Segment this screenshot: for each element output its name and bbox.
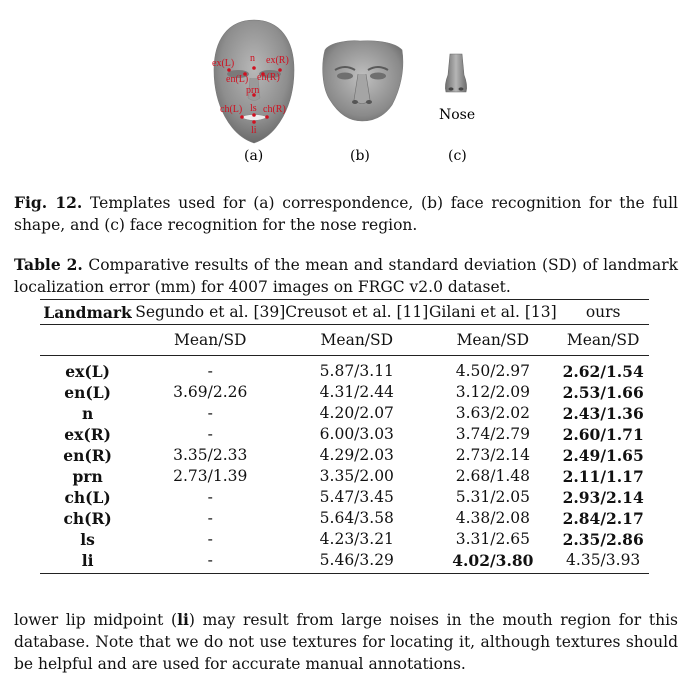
cell-gilani: 3.74/2.79: [455, 425, 530, 443]
cell-landmark: ch(L): [64, 488, 111, 507]
header-landmark: Landmark: [40, 300, 135, 325]
table-row: [40, 466, 649, 487]
cell-segundo: -: [135, 550, 285, 574]
cell-landmark: ex(R): [64, 425, 111, 444]
cell-gilani: 4.50/2.97: [455, 362, 530, 380]
cell-creusot: 5.64/3.58: [319, 509, 394, 527]
header-creusot: Creusot et al. [11]: [285, 300, 428, 325]
cell-segundo: -: [207, 425, 213, 443]
table-row: [40, 508, 649, 529]
panel-b-face: [323, 41, 403, 164]
results-table: [40, 299, 649, 574]
body-bold-term: li: [177, 610, 189, 629]
cell-ours: 4.35/3.93: [557, 550, 649, 574]
lm-label-li: li: [251, 125, 257, 136]
cell-gilani: 3.63/2.02: [455, 404, 530, 422]
cell-creusot: 6.00/3.03: [319, 425, 394, 443]
table-header-row: [40, 300, 649, 325]
table-row: [40, 529, 649, 550]
cell-ours: 2.49/1.65: [562, 446, 644, 465]
cell-landmark: n: [81, 404, 94, 423]
figure-caption-text: Templates used for (a) correspondence, (b) face recognition for the full shape, and (c) face recognition for the nose region.: [14, 194, 678, 234]
cell-segundo: -: [207, 404, 213, 422]
subheader-gilani: Mean/SD: [428, 325, 557, 356]
table-caption-label: Table 2.: [14, 255, 83, 274]
figure-caption-label: Fig. 12.: [14, 193, 83, 212]
panel-c-nose-label: Nose: [439, 107, 476, 123]
cell-gilani: 4.02/3.80: [428, 550, 557, 574]
header-segundo: Segundo et al. [39]: [135, 300, 285, 325]
subheader-ours: Mean/SD: [557, 325, 649, 356]
lm-label-ls: ls: [250, 103, 257, 114]
cell-creusot: 5.87/3.11: [319, 362, 394, 380]
table-subheader-row: [40, 325, 649, 356]
cell-landmark: ex(L): [65, 362, 110, 381]
table-caption-text: Comparative results of the mean and standard deviation (SD) of landmark localization error (mm) for 4007 images on FRGC v2.0 dataset.: [14, 256, 678, 296]
cell-ours: 2.43/1.36: [562, 404, 644, 423]
body-paragraph: [14, 609, 678, 675]
table-row: [40, 356, 649, 383]
body-text-after: ) may result from large noises in the mouth region for this database. Note that we do not use textures for locating it, although textures should be helpful and are used for accurate manual annotations.: [14, 611, 678, 673]
table-caption: [14, 254, 678, 298]
cell-segundo: 3.35/2.33: [173, 446, 248, 464]
cell-gilani: 3.12/2.09: [455, 383, 530, 401]
header-gilani: Gilani et al. [13]: [428, 300, 557, 325]
cell-gilani: 4.38/2.08: [455, 509, 530, 527]
cell-landmark: ch(R): [63, 509, 112, 528]
cell-segundo: -: [207, 509, 213, 527]
cell-creusot: 4.29/2.03: [319, 446, 394, 464]
table-row: [40, 424, 649, 445]
lm-label-exr: ex(R): [266, 55, 289, 66]
cell-creusot: 5.47/3.45: [319, 488, 394, 506]
cell-ours: 2.60/1.71: [562, 425, 644, 444]
cell-creusot: 4.31/2.44: [319, 383, 394, 401]
cell-ours: 2.53/1.66: [562, 383, 644, 402]
cell-segundo: 3.69/2.26: [173, 383, 248, 401]
cell-ours: 2.35/2.86: [562, 530, 644, 549]
cell-ours: 2.62/1.54: [562, 362, 644, 381]
cell-gilani: 2.73/2.14: [455, 446, 530, 464]
lm-label-enl: en(L): [226, 74, 249, 85]
body-text-before: lower lip midpoint (: [14, 611, 178, 629]
lm-label-chl: ch(L): [220, 104, 243, 115]
panel-a-face: [212, 20, 294, 164]
cell-creusot: 4.20/2.07: [319, 404, 394, 422]
table-row: [40, 550, 649, 574]
lm-label-n: n: [250, 53, 255, 64]
table-row: [40, 487, 649, 508]
cell-landmark: prn: [72, 467, 103, 486]
table-body: [40, 356, 649, 574]
subheader-segundo: Mean/SD: [135, 325, 285, 356]
cell-segundo: 2.73/1.39: [173, 467, 248, 485]
cell-ours: 2.84/2.17: [562, 509, 644, 528]
lm-label-enr: en(R): [257, 72, 280, 83]
lm-label-prn: prn: [246, 85, 260, 96]
subheader-landmark: [40, 325, 135, 356]
panel-c-label: (c): [448, 148, 467, 164]
cell-gilani: 5.31/2.05: [455, 488, 530, 506]
cell-gilani: 2.68/1.48: [455, 467, 530, 485]
cell-landmark: li: [40, 550, 135, 574]
cell-landmark: en(L): [64, 383, 111, 402]
subheader-creusot: Mean/SD: [285, 325, 428, 356]
panel-c-nose: [439, 54, 475, 164]
cell-ours: 2.11/1.17: [562, 467, 644, 486]
cell-segundo: -: [207, 488, 213, 506]
cell-segundo: -: [207, 530, 213, 548]
cell-creusot: 4.23/3.21: [319, 530, 394, 548]
panel-b-label: (b): [350, 148, 370, 164]
cell-segundo: -: [207, 362, 213, 380]
cell-creusot: 3.35/2.00: [319, 467, 394, 485]
cell-ours: 2.93/2.14: [562, 488, 644, 507]
table-row: [40, 382, 649, 403]
cell-landmark: ls: [80, 530, 95, 549]
header-ours: ours: [557, 300, 649, 325]
cell-landmark: en(R): [63, 446, 112, 465]
table-row: [40, 403, 649, 424]
figure-12: [0, 0, 687, 170]
cell-creusot: 5.46/3.29: [285, 550, 428, 574]
figure-caption: [14, 192, 678, 236]
cell-gilani: 3.31/2.65: [455, 530, 530, 548]
lm-label-chr: ch(R): [263, 104, 286, 115]
panel-a-label: (a): [244, 148, 264, 164]
table-row: [40, 445, 649, 466]
lm-label-exl: ex(L): [212, 58, 235, 69]
